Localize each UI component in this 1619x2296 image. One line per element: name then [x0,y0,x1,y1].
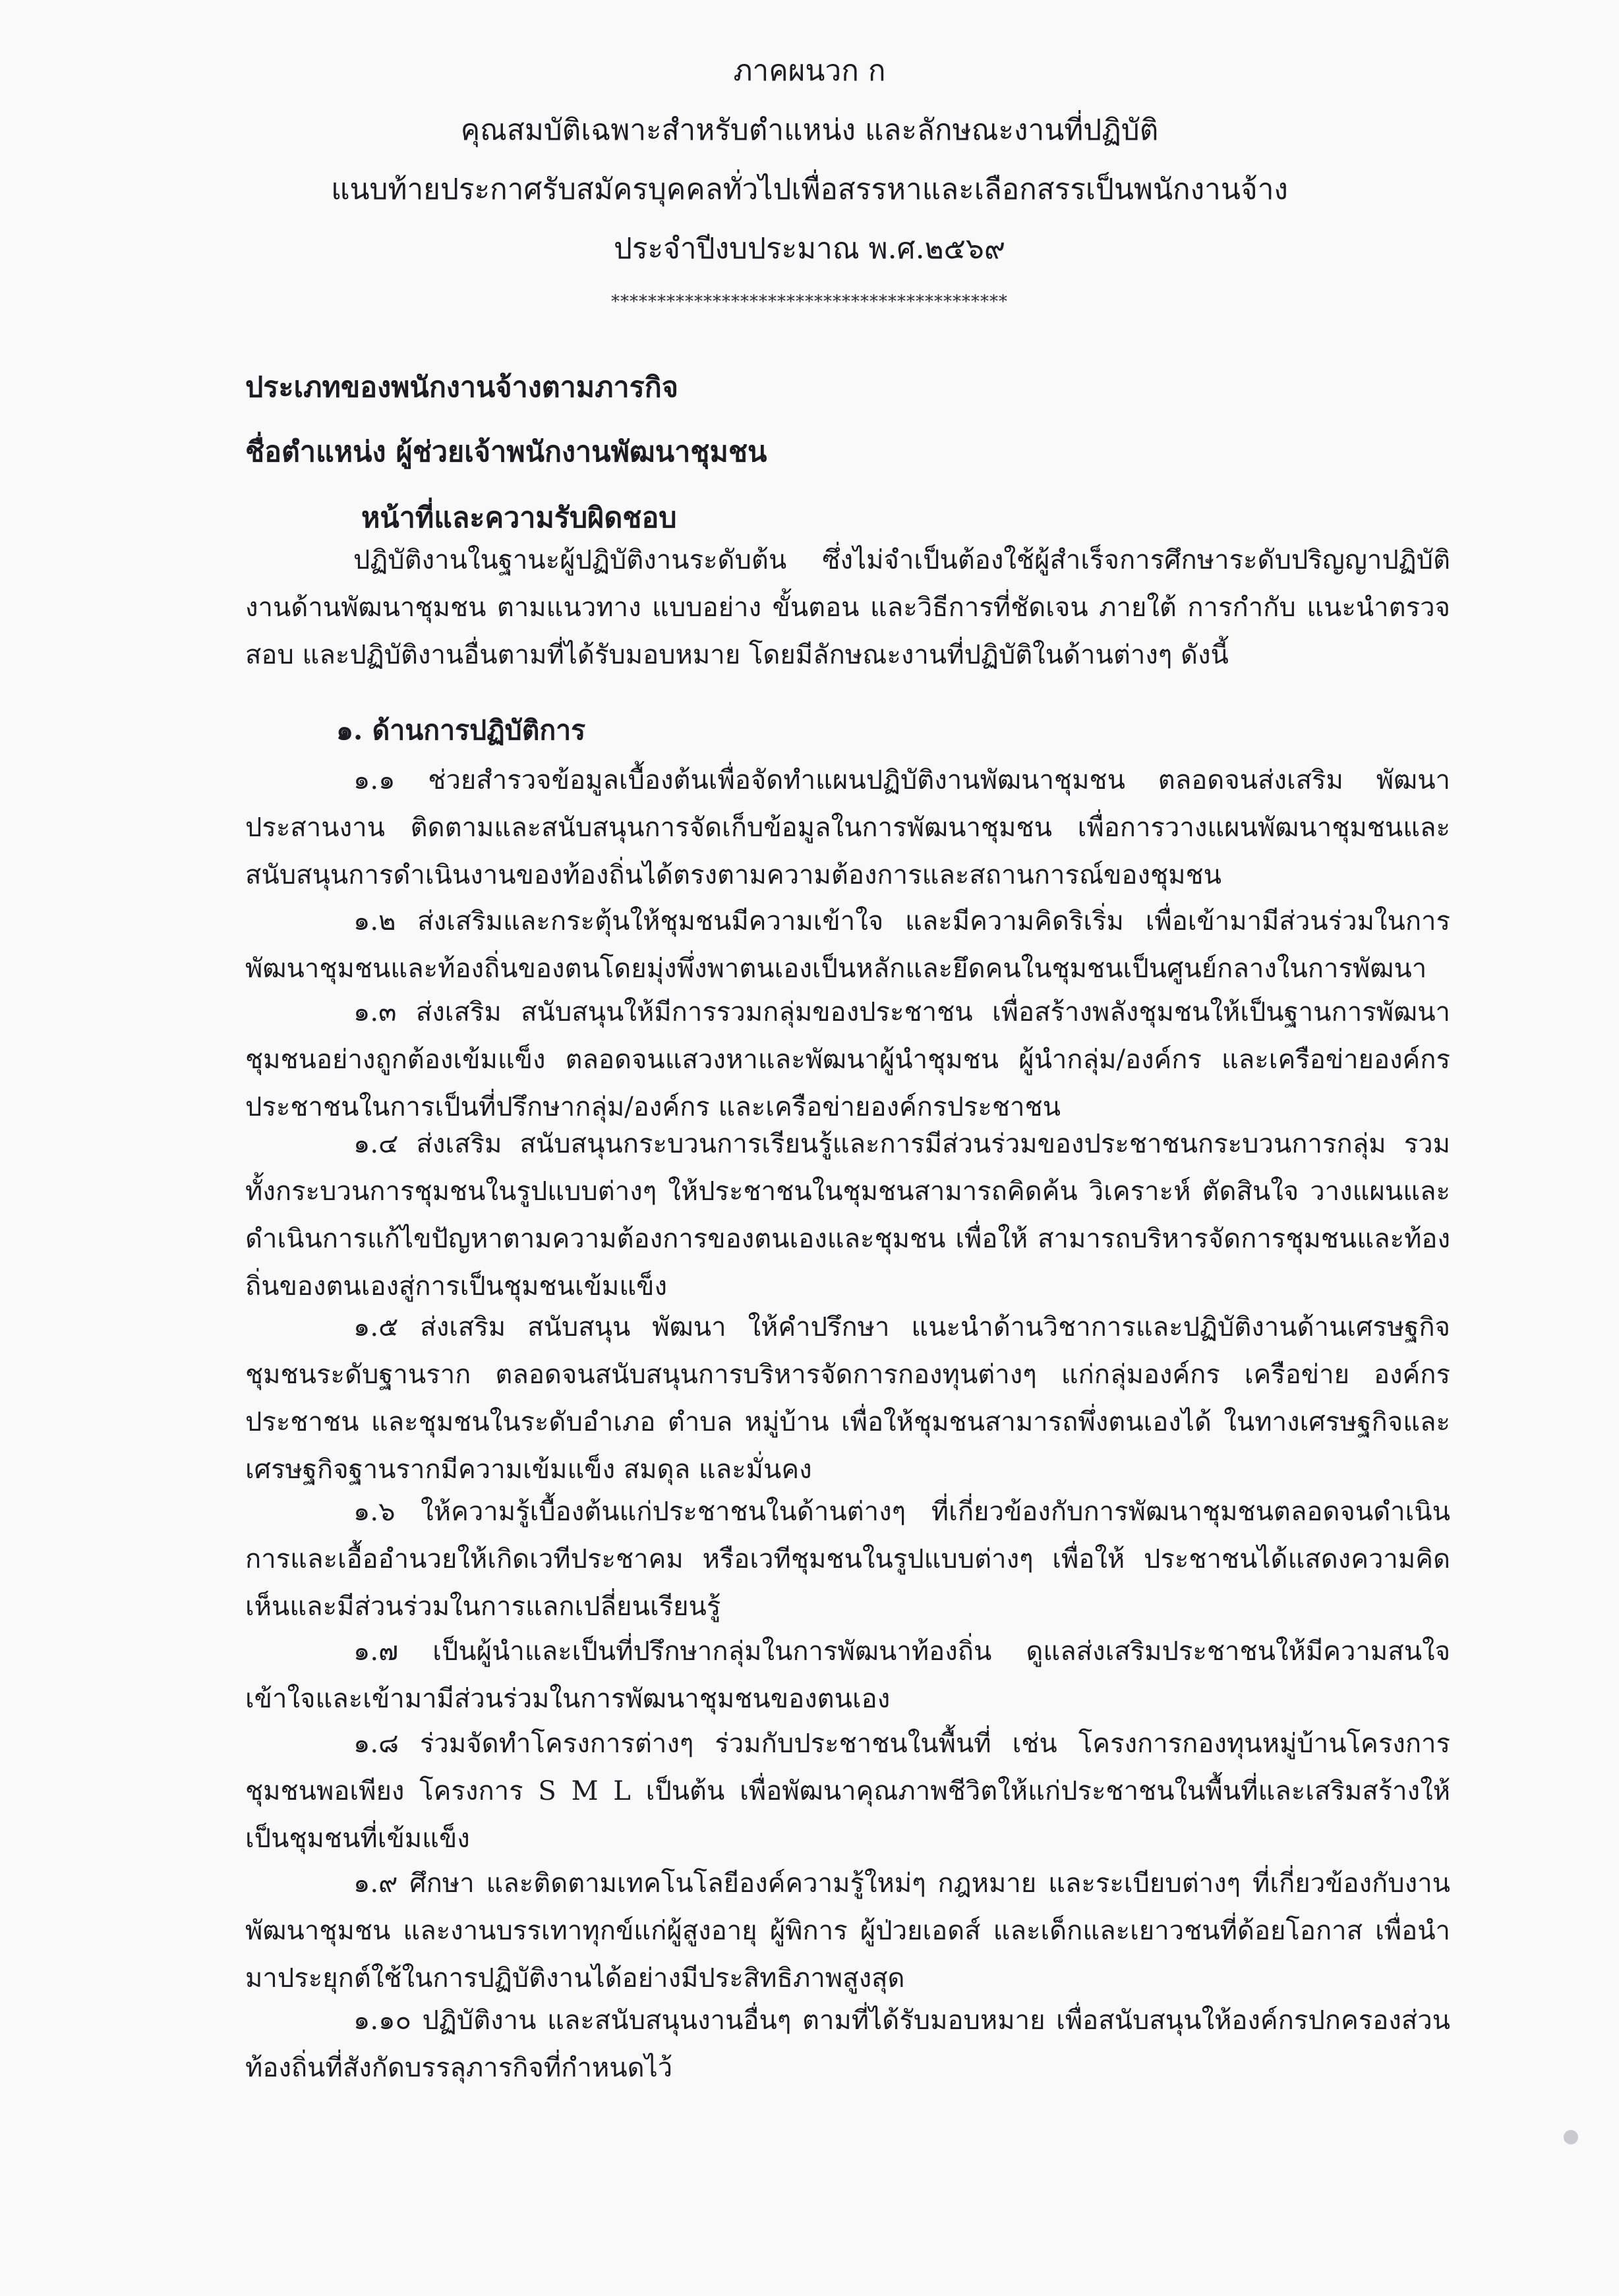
item-1-4: ๑.๔ ส่งเสริม สนับสนุนกระบวนการเรียนรู้และการมีส่วนร่วมของประชาชนกระบวนการกลุ่ม รวมทั้งกระบวนการชุมชนในรูปแบบต่างๆ ให้ประชาชนในชุมชนสามารถคิดค้น วิเคราะห์ ตัดสินใจ วางแผนและดำเนินการแก้ไขปัญหาตามความต้องการของตนเองและชุมชน เพื่อให้ สามารถบริหารจัดการชุมชนและท้องถิ่นของตนเองสู่การเป็นชุมชนเข้มแข็ง [245,1129,1450,1302]
section-1-title: ๑. ด้านการปฏิบัติการ [336,714,586,746]
item-1-7: ๑.๗ เป็นผู้นำและเป็นที่ปรึกษากลุ่มในการพัฒนาท้องถิ่น ดูแลส่งเสริมประชาชนให้มีความสนใจ เข้าใจและเข้ามามีส่วนร่วมในการพัฒนาชุมชนของตนเอง [245,1636,1450,1714]
scan-mark [1564,2130,1578,2144]
item-1-3: ๑.๓ ส่งเสริม สนับสนุนให้มีการรวมกลุ่มของประชาชน เพื่อสร้างพลังชุมชนให้เป็นฐานการพัฒนาชุมชนอย่างถูกต้องเข้มแข็ง ตลอดจนแสวงหาและพัฒนาผู้นำชุมชน ผู้นำกลุ่ม/องค์กร และเครือข่ายองค์กรประชาชนในการเป็นที่ปรึกษากลุ่ม/องค์กร และเครือข่ายองค์กรประชาชน [245,997,1450,1122]
item-1-8: ๑.๘ ร่วมจัดทำโครงการต่างๆ ร่วมกับประชาชนในพื้นที่ เช่น โครงการกองทุนหมู่บ้านโครงการชุมชนพอเพียง โครงการ S M L เป็นต้น เพื่อพัฒนาคุณภาพชีวิตให้แก่ประชาชนในพื้นที่และเสริมสร้างให้เป็นชุมชนที่เข้มแข็ง [245,1729,1450,1854]
item-1-5: ๑.๕ ส่งเสริม สนับสนุน พัฒนา ให้คำปรึกษา แนะนำด้านวิชาการและปฏิบัติงานด้านเศรษฐกิจชุมชนระดับฐานราก ตลอดจนสนับสนุนการบริหารจัดการกองทุนต่างๆ แก่กลุ่มองค์กร เครือข่าย องค์กรประชาชน และชุมชนในระดับอำเภอ ตำบล หมู่บ้าน เพื่อให้ชุมชนสามารถพึ่งตนเองได้ ในทางเศรษฐกิจและเศรษฐกิจฐานรากมีความเข้มแข็ง สมดุล และมั่นคง [245,1312,1450,1485]
appendix-title: ภาคผนวก ก [733,54,886,88]
item-1-2: ๑.๒ ส่งเสริมและกระตุ้นให้ชุมชนมีความเข้าใจ และมีความคิดริเริ่ม เพื่อเข้ามามีส่วนร่วมในการพัฒนาชุมชนและท้องถิ่นของตนโดยมุ่งพึ่งพาตนเองเป็นหลักและยึดคนในชุมชนเป็นศูนย์กลางในการพัฒนา [245,906,1450,984]
position-heading: ชื่อตำแหน่ง ผู้ช่วยเจ้าพนักงานพัฒนาชุมชน [245,436,767,469]
duties-heading: หน้าที่และความรับผิดชอบ [361,502,677,534]
item-1-9: ๑.๙ ศึกษา และติดตามเทคโนโลยีองค์ความรู้ใหม่ๆ กฎหมาย และระเบียบต่างๆ ที่เกี่ยวข้องกับงานพัฒนาชุมชน และงานบรรเทาทุกข์แก่ผู้สูงอายุ ผู้พิการ ผู้ป่วยเอดส์ และเด็กและเยาวชนที่ด้อยโอกาส เพื่อนำมาประยุกต์ใช้ในการปฏิบัติงานได้อย่างมีประสิทธิภาพสูงสุด [245,1868,1450,1994]
fiscal-year-title: ประจำปีงบประมาณ พ.ศ.๒๕๖๙ [613,232,1006,266]
item-1-6: ๑.๖ ให้ความรู้เบื้องต้นแก่ประชาชนในด้านต่างๆ ที่เกี่ยวข้องกับการพัฒนาชุมชนตลอดจนดำเนินการและเอื้ออำนวยให้เกิดเวทีประชาคม หรือเวทีชุมชนในรูปแบบต่างๆ เพื่อให้ ประชาชนได้แสดงความคิดเห็นและมีส่วนร่วมในการแลกเปลี่ยนเรียนรู้ [245,1497,1450,1622]
star-divider: ******************************************* [611,292,1008,312]
intro-paragraph: ปฏิบัติงานในฐานะผู้ปฏิบัติงานระดับต้น ซึ่งไม่จำเป็นต้องใช้ผู้สำเร็จการศึกษาระดับปริญญาปฏิบัติงานด้านพัฒนาชุมชน ตามแนวทาง แบบอย่าง ขั้นตอน และวิธีการที่ชัดเจน ภายใต้ การกำกับ แนะนำตรวจสอบ และปฏิบัติงานอื่นตามที่ได้รับมอบหมาย โดยมีลักษณะงานที่ปฏิบัติในด้านต่างๆ ดังนี้ [245,545,1450,670]
qualification-title: คุณสมบัติเฉพาะสำหรับตำแหน่ง และลักษณะงานที่ปฏิบัติ [460,113,1159,147]
employee-type-heading: ประเภทของพนักงานจ้างตามภารกิจ [245,371,678,404]
item-1-10: ๑.๑๐ ปฏิบัติงาน และสนับสนุนงานอื่นๆ ตามที่ได้รับมอบหมาย เพื่อสนับสนุนให้องค์กรปกครองส่วนท้องถิ่นที่สังกัดบรรลุภารกิจที่กำหนดไว้ [245,2005,1450,2083]
item-1-1: ๑.๑ ช่วยสำรวจข้อมูลเบื้องต้นเพื่อจัดทำแผนปฏิบัติงานพัฒนาชุมชน ตลอดจนส่งเสริม พัฒนาประสานงาน ติดตามและสนับสนุนการจัดเก็บข้อมูลในการพัฒนาชุมชน เพื่อการวางแผนพัฒนาชุมชนและสนับสนุนการดำเนินงานของท้องถิ่นได้ตรงตามความต้องการและสถานการณ์ของชุมชน [245,765,1450,890]
announcement-title: แนบท้ายประกาศรับสมัครบุคคลทั่วไปเพื่อสรรหาและเลือกสรรเป็นพนักงานจ้าง [331,173,1288,206]
